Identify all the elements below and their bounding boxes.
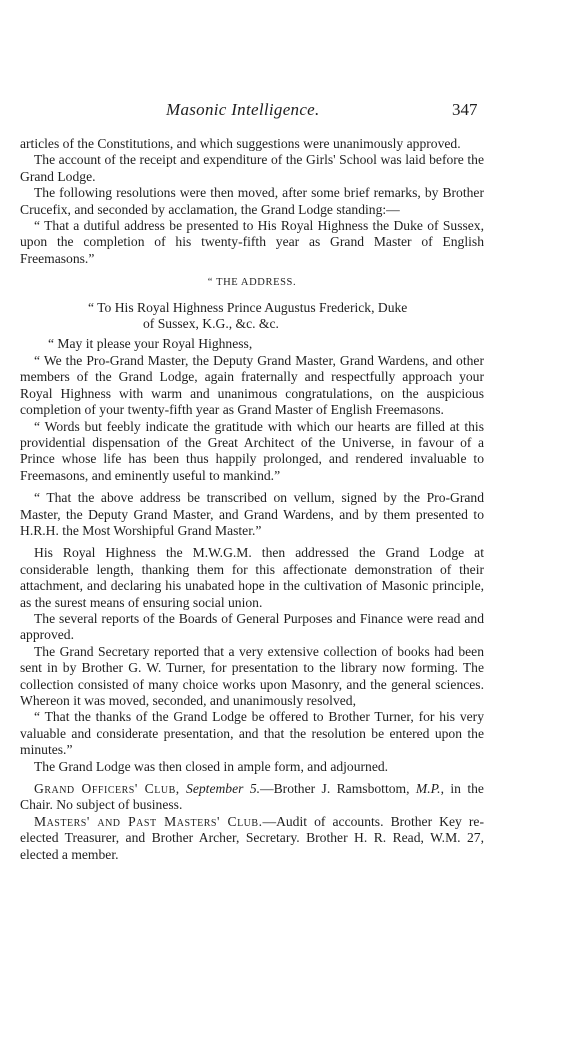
address-paragraph: “ We the Pro-Grand Master, the Deputy Grand Master, Grand Wardens, and other members of the Grand Lodge, again fraternally and respectfully approach your Royal Highness with warm and unanimous congratulations, on the auspicious completion of your twenty-fifth year as Grand Master of English Freemasons. <box>20 352 484 418</box>
club-text: —Audit of accounts. Brother Key re-elected Treasurer, and Brother Archer, Secretary. Brother H. R. Read, W.M. 27, elected a member. <box>20 813 484 862</box>
salutation-line: of Sussex, K.G., &c. &c. <box>143 316 279 332</box>
resolution-paragraph: “ That the above address be transcribed on vellum, signed by the Pro-Grand Master, the Deputy Grand Master, and Grand Wardens, and by them presented to H.R.H. the Most Worshipful Grand Master.” <box>20 490 484 538</box>
paragraph: articles of the Constitutions, and which suggestions were unanimously approved. <box>20 136 461 151</box>
club-text: , in the Chair. No subject of business. <box>20 781 484 813</box>
club-name: Masters' and Past Masters' Club. <box>34 813 263 829</box>
paragraph: The Grand Lodge was then closed in ample form, and adjourned. <box>34 758 389 774</box>
page-number: 347 <box>452 100 478 119</box>
body-text <box>20 136 484 863</box>
address-salutation <box>20 300 484 333</box>
club-mp: M.P. <box>415 781 441 797</box>
club-date: September 5. <box>186 781 261 797</box>
address-heading: “ THE ADDRESS. <box>207 277 297 289</box>
running-title: Masonic Intelligence. <box>166 100 320 119</box>
club-entry-masters <box>20 814 484 863</box>
address-greeting: “ May it please your Royal Highness, <box>48 336 253 352</box>
paragraph: His Royal Highness the M.W.G.M. then addressed the Grand Lodge at considerable length, thanking them for this affectionate demonstration of their attachment, and declaring his unabated hope in the cultivation of Masonic principle, as the surest means of ensuring social union. <box>20 545 484 610</box>
address-paragraph: “ Words but feebly indicate the gratitude with which our hearts are filled at this providential dispensation of the Great Architect of the Universe, in favour of a Prince whose life has been thus happily prolonged, and rendered invaluable to Freemasons, and eminently useful to mankind.” <box>20 418 484 483</box>
resolution-paragraph: “ That a dutiful address be presented to His Royal Highness the Duke of Sussex, upon the completion of his twenty-fifth year as Grand Master of English Freemasons.” <box>20 218 484 266</box>
club-name: Grand Officers' Club, <box>34 781 180 797</box>
club-entry-grand-officers <box>20 781 484 814</box>
salutation-line: “ To His Royal Highness Prince Augustus Frederick, Duke <box>88 299 408 315</box>
page-header <box>20 100 484 136</box>
paragraph: The account of the receipt and expenditure of the Girls' School was laid before the Grand Lodge. <box>20 152 484 184</box>
paragraph: The following resolutions were then moved, after some brief remarks, by Brother Crucefix, and seconded by acclamation, the Grand Lodge standing:— <box>20 185 484 217</box>
paragraph: The Grand Secretary reported that a very extensive collection of books had been sent in by Brother G. W. Turner, for presentation to the library now forming. The collection consisted of many choice works upon Masonry, and the general sciences. Whereon it was moved, seconded, and unanimously resolved, <box>20 643 484 708</box>
resolution-paragraph: “ That the thanks of the Grand Lodge be offered to Brother Turner, for his very valuable and considerate presentation, and that the resolution be entered upon the minutes.” <box>20 709 484 758</box>
paragraph: The several reports of the Boards of General Purposes and Finance were read and approved. <box>20 610 484 643</box>
club-text: —Brother J. Ramsbottom, <box>260 781 410 797</box>
